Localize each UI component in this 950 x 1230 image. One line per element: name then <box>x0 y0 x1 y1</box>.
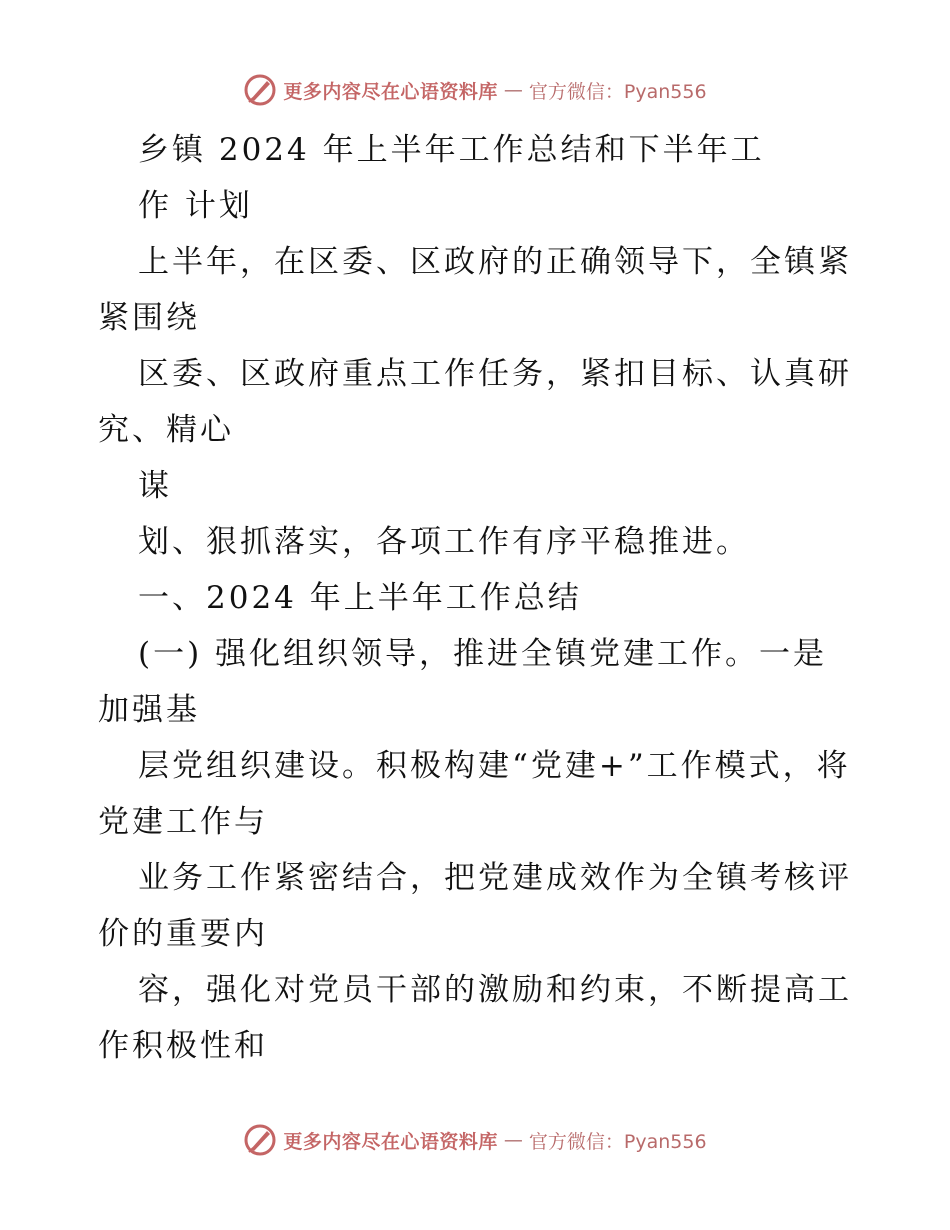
doc-title-line-2: 作 计划 <box>138 188 253 224</box>
watermark-separator: — <box>503 79 523 101</box>
watermark-contact-text: 官方微信：Pyan556 <box>528 80 707 103</box>
doc-paragraph: 业务工作紧密结合，把党建成效作为全镇考核评价的重要内 <box>98 860 852 952</box>
doc-title-line-1: 乡镇 2024 年上半年工作总结和下半年工 <box>138 132 765 168</box>
watermark-main-text: 更多内容尽在心语资料库 <box>283 80 498 103</box>
watermark-separator: — <box>503 1129 523 1151</box>
watermark-contact-text: 官方微信：Pyan556 <box>528 1130 707 1153</box>
watermark-header <box>0 72 950 108</box>
doc-paragraph: 区委、区政府重点工作任务，紧扣目标、认真研究、精心 <box>98 356 852 448</box>
doc-paragraph: 上半年，在区委、区政府的正确领导下，全镇紧紧围绕 <box>98 244 852 336</box>
doc-section-heading: 一、2024 年上半年工作总结 <box>138 580 582 616</box>
doc-paragraph: 容，强化对党员干部的激励和约束，不断提高工作积极性和 <box>98 972 852 1064</box>
doc-paragraph: 层党组织建设。积极构建“党建+”工作模式，将党建工作与 <box>98 748 851 840</box>
watermark-main-text: 更多内容尽在心语资料库 <box>283 1130 498 1153</box>
document-body <box>98 122 858 1074</box>
doc-paragraph: 谋 <box>138 468 172 504</box>
doc-paragraph: (一) 强化组织领导，推进全镇党建工作。一是加强基 <box>98 636 828 728</box>
doc-paragraph: 划、狠抓落实，各项工作有序平稳推进。 <box>138 524 750 560</box>
quill-pen-logo-icon <box>243 73 277 107</box>
quill-pen-logo-icon <box>243 1123 277 1157</box>
watermark-footer <box>0 1122 950 1158</box>
